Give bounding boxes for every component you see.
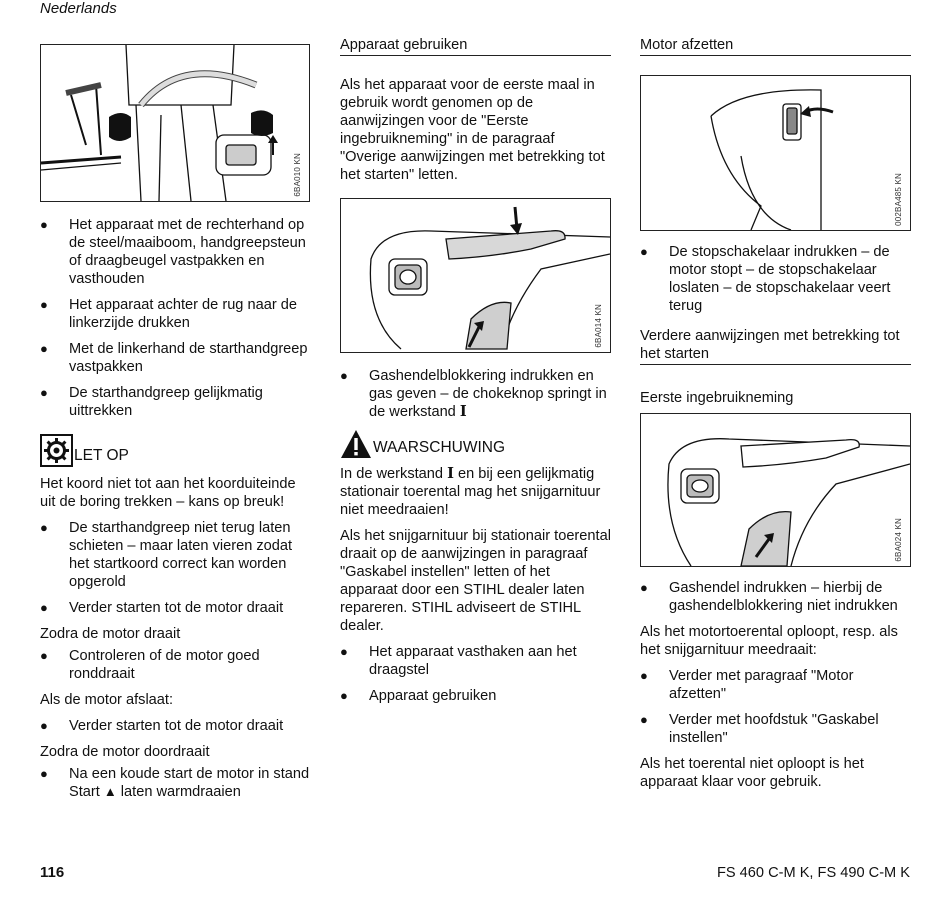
warning-triangle-icon: [340, 429, 372, 459]
first-use-handle-illustration: [641, 414, 910, 566]
figure-throttle-lock: [340, 198, 611, 353]
start-steps-list: [40, 216, 310, 420]
operate-list: [340, 643, 611, 705]
warning-text-2: Als het snijgarnituur bij stationair toerental draait op de aanwijzingen in paragraaf "Gaskabel instellen" letten of het apparaat door een STIHL dealer laten repareren. STIHL adviseert de STIHL dealer.: [340, 528, 611, 634]
column-2: [340, 36, 611, 713]
notice-emphasis: kans op breuk!: [188, 494, 285, 510]
right-glove-icon: [109, 113, 131, 141]
list-item: ● Het apparaat vasthaken aan het draagstel: [340, 643, 611, 679]
ready-text: Als het toerental niet oploopt is het apparaat klaar voor gebruik.: [640, 756, 864, 790]
column-3: [640, 36, 911, 799]
list-item: [40, 765, 310, 801]
figure-code: 6BA024 KN: [894, 518, 903, 562]
list-item: ● Het apparaat met de rechterhand op de steel/maaiboom, handgreepsteun of draagbeugel vastpakken en vasthouden: [40, 216, 310, 288]
stop-list: [640, 243, 911, 315]
rpm-text: Als het motortoerental oploopt, resp. als het snijgarnituur meedraait:: [640, 624, 898, 658]
stall-text: Als de motor afslaat:: [40, 692, 174, 708]
heading-apparaat-gebruiken: Apparaat gebruiken: [340, 36, 611, 56]
warning-text-1-end: en bij een gelijkmatig stationair toerental mag het snijgarnituur niet meedraaien!: [340, 466, 601, 518]
model-name: FS 460 C-M K, FS 490 C-M K: [716, 865, 910, 881]
subheading-motor-continues: Zodra de motor doordraait: [40, 744, 210, 760]
figure-first-use: [640, 413, 911, 567]
stop-switch-illustration: [641, 76, 910, 230]
warmup-list: [40, 765, 310, 801]
first-use-text-end: indrukken: [830, 598, 898, 614]
list-item: ● Verder starten tot de motor draait: [40, 599, 310, 617]
notice-text: [40, 475, 310, 511]
warning-text-1: [340, 465, 611, 519]
list-item: ● Apparaat gebruiken: [340, 687, 611, 705]
header-language: Nederlands: [40, 0, 117, 17]
throttle-text: Gashendelblokkering indrukken en gas geven – de chokeknop springt in de werkstand: [369, 368, 607, 420]
list-item: ● Het apparaat achter de rug naar de linkerzijde drukken: [40, 296, 310, 332]
list-item: [640, 579, 911, 615]
warmup-text: Na een koude start de motor in stand Start: [69, 766, 310, 800]
figure-code: 6BA014 KN: [594, 304, 603, 348]
subheading-first-use: Eerste ingebruikneming: [640, 390, 794, 406]
list-item: ● De stopschakelaar indrukken – de motor stopt – de stopschakelaar loslaten – de stopschakelaar veert terug: [640, 243, 911, 315]
first-use-list: [640, 579, 911, 615]
work-position-symbol: I: [459, 403, 467, 420]
column-1: [40, 36, 310, 809]
list-item: ● De starthandgreep gelijkmatig uittrekken: [40, 384, 310, 420]
left-glove-icon: [251, 110, 273, 136]
first-use-text: Gashendel indrukken – hierbij de gashendelblokkering: [669, 580, 883, 614]
notice-label: LET OP: [74, 447, 129, 464]
notice-text-main: Het koord niet tot aan het koorduiteinde uit de boring trekken –: [40, 476, 296, 510]
list-item: ● Controleren of de motor goed ronddraait: [40, 647, 310, 683]
list-item: ● De starthandgreep niet terug laten schieten – maar laten vieren zodat het startkoord correct kan worden opgerold: [40, 519, 310, 591]
notice-header: [40, 434, 310, 467]
page-number: 116: [40, 864, 65, 881]
warning-header: [340, 429, 611, 459]
subheading-motor-runs: Zodra de motor draait: [40, 626, 181, 642]
list-item: ● Verder starten tot de motor draait: [40, 717, 310, 735]
heading-further-starting: Verdere aanwijzingen met betrekking tot het starten: [640, 327, 911, 365]
warning-label: WAARSCHUWING: [373, 439, 506, 456]
figure-stop-switch: [640, 75, 911, 231]
figure-starting-posture: [40, 44, 310, 202]
heading-motor-afzetten: Motor afzetten: [640, 36, 911, 56]
motor-runs-list: [40, 647, 310, 683]
list-item: ● Verder met hoofdstuk "Gaskabel instellen": [640, 711, 911, 747]
handle-throttle-illustration: [341, 199, 610, 352]
list-item: [340, 367, 611, 421]
warmup-text-end: laten warmdraaien: [116, 784, 241, 800]
figure-code: 002BA485 KN: [894, 173, 903, 226]
figure-code: 6BA010 KN: [293, 153, 302, 197]
left-arrow-icon: [800, 106, 811, 117]
rpm-list: [640, 667, 911, 747]
intro-text: Als het apparaat voor de eerste maal in gebruik wordt genomen op de aanwijzingen voor de "Eerste ingebruikneming" in de paragraaf "Overige aanwijzingen met betrekking tot het starten" letten.: [340, 77, 605, 183]
work-position-symbol: I: [447, 465, 454, 482]
warning-text-1-start: In de werkstand: [340, 466, 448, 482]
notice-list: [40, 519, 310, 617]
person-starting-illustration: [41, 45, 309, 201]
list-item: ● Met de linkerhand de starthandgreep vastpakken: [40, 340, 310, 376]
stall-list: [40, 717, 310, 735]
start-triangle-icon: ▲: [103, 784, 117, 799]
emphasis-niet: niet: [806, 598, 831, 614]
throttle-list: [340, 367, 611, 421]
gear-notice-icon: [40, 434, 73, 467]
list-item: ● Verder met paragraaf "Motor afzetten": [640, 667, 911, 703]
